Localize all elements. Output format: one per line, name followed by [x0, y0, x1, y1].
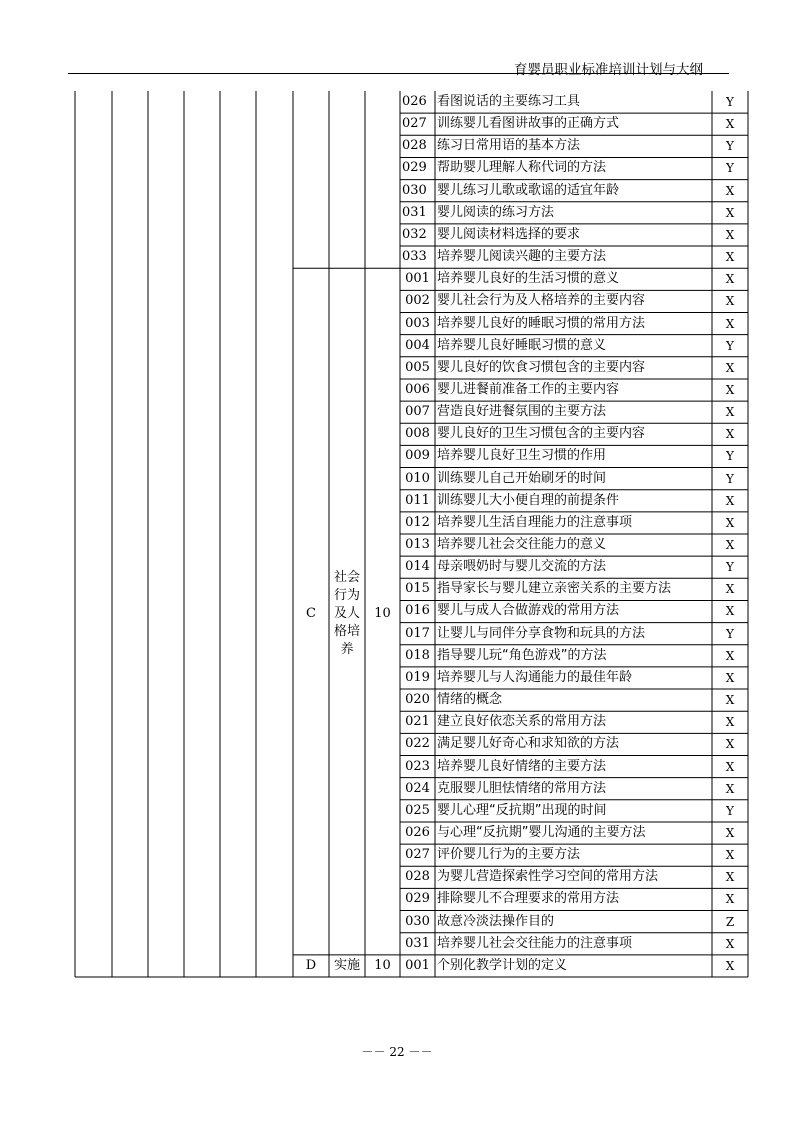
- row-description: 母亲喂奶时与婴儿交流的方法: [437, 559, 607, 575]
- row-flag: X: [725, 427, 735, 442]
- row-description: 排除婴儿不合理要求的常用方法: [437, 891, 620, 907]
- row-code: 002: [405, 293, 430, 309]
- row-code: 012: [405, 514, 430, 530]
- row-description: 情绪的概念: [437, 692, 503, 708]
- row-code: 031: [405, 935, 430, 951]
- row-flag: X: [725, 382, 735, 397]
- section-c-letter: C: [306, 605, 316, 621]
- row-description: 满足婴儿好奇心和求知欲的方法: [437, 736, 620, 752]
- row-code: 020: [405, 692, 430, 708]
- row-code: 033: [402, 249, 427, 265]
- section-c-title-line: 养: [340, 641, 354, 657]
- row-description: 培养婴儿社会交往能力的意义: [437, 537, 607, 552]
- section-c-title-line: 格培: [333, 623, 360, 639]
- row-code: 032: [402, 226, 427, 242]
- row-flag: Y: [726, 803, 734, 818]
- row-description: 指导婴儿玩“角色游戏”的方法: [437, 647, 607, 663]
- row-flag: X: [725, 493, 735, 508]
- row-flag: X: [725, 892, 735, 907]
- row-code: 005: [405, 359, 430, 375]
- row-flag: X: [725, 870, 735, 885]
- row-flag: X: [725, 693, 735, 708]
- row-code: 026: [402, 94, 427, 109]
- row-flag: Y: [726, 139, 734, 154]
- row-code: 023: [405, 758, 430, 774]
- row-code: 008: [405, 426, 430, 442]
- row-flag: X: [725, 582, 735, 597]
- row-code: 022: [405, 736, 430, 752]
- row-description: 婴儿良好的饮食习惯包含的主要内容: [437, 359, 646, 375]
- row-flag: X: [725, 205, 735, 220]
- row-description: 培养婴儿与人沟通能力的最佳年龄: [437, 669, 633, 685]
- row-description: 婴儿练习儿歌或歌谣的适宜年龄: [437, 182, 620, 198]
- row-description: 为婴儿营造探索性学习空间的常用方法: [437, 869, 659, 885]
- row-description: 培养婴儿良好情绪的主要方法: [437, 758, 607, 774]
- row-code: 030: [405, 913, 430, 929]
- row-flag: X: [725, 936, 735, 951]
- row-code: 031: [402, 204, 427, 220]
- section-c-title-line: 社会: [333, 569, 360, 585]
- row-flag: Y: [726, 626, 734, 641]
- page-number: －－ 22 －－: [361, 1045, 433, 1059]
- row-description: 指导家长与婴儿建立亲密关系的主要方法: [437, 581, 672, 597]
- row-description: 培养婴儿阅读兴趣的主要方法: [437, 249, 607, 265]
- row-description: 克服婴儿胆怯情绪的常用方法: [437, 780, 607, 796]
- row-description: 让婴儿与同伴分享食物和玩具的方法: [437, 625, 646, 641]
- row-flag: X: [725, 272, 735, 287]
- row-code: 001: [405, 957, 430, 973]
- row-flag: Y: [726, 161, 734, 176]
- section-c-title-line: 行为: [333, 587, 360, 603]
- row-description: 故意冷淡法操作目的: [437, 913, 555, 929]
- row-description: 练习日常用语的基本方法: [437, 138, 581, 154]
- row-code: 024: [405, 780, 430, 796]
- section-d-hours: 10: [374, 957, 391, 973]
- row-code: 011: [405, 492, 430, 508]
- row-code: 030: [402, 182, 427, 198]
- row-flag: X: [725, 294, 735, 309]
- row-code: 027: [402, 116, 427, 132]
- header-title: 育婴员职业标准培训计划与大纲: [514, 62, 703, 78]
- row-description: 培养婴儿社会交往能力的注意事项: [437, 935, 633, 951]
- row-description: 婴儿进餐前准备工作的主要内容: [437, 381, 620, 397]
- row-flag: X: [725, 316, 735, 331]
- row-description: 评价婴儿行为的主要方法: [437, 847, 581, 863]
- row-description: 个别化教学计划的定义: [437, 957, 568, 973]
- row-flag: X: [725, 405, 735, 420]
- row-description: 训练婴儿大小便自理的前提条件: [437, 492, 620, 508]
- row-description: 培养婴儿良好睡眠习惯的意义: [437, 337, 607, 353]
- row-code: 029: [402, 160, 427, 176]
- row-description: 婴儿与成人合做游戏的常用方法: [437, 603, 620, 619]
- row-description: 婴儿良好的卫生习惯包含的主要内容: [437, 426, 646, 442]
- row-flag: X: [725, 117, 735, 132]
- row-flag: X: [725, 759, 735, 774]
- row-flag: Z: [725, 914, 735, 929]
- row-code: 028: [402, 138, 427, 154]
- row-flag: Y: [726, 449, 734, 464]
- section-c-title: [329, 569, 365, 659]
- row-description: 培养婴儿良好的睡眠习惯的常用方法: [437, 315, 646, 331]
- row-flag: X: [725, 360, 735, 375]
- row-description: 婴儿社会行为及人格培养的主要内容: [437, 293, 646, 309]
- row-description: 训练婴儿看图讲故事的正确方式: [437, 116, 620, 132]
- row-code: 019: [405, 669, 430, 685]
- row-code: 015: [405, 581, 430, 597]
- row-flag: X: [725, 515, 735, 530]
- row-description: 培养婴儿生活自理能力的注意事项: [437, 514, 633, 530]
- row-flag: X: [725, 538, 735, 552]
- row-description: 训练婴儿自己开始刷牙的时间: [437, 470, 607, 486]
- row-flag: X: [725, 648, 735, 663]
- row-flag: X: [725, 227, 735, 242]
- row-code: 003: [405, 315, 430, 331]
- row-code: 001: [405, 271, 430, 287]
- row-flag: X: [725, 670, 735, 685]
- section-d-letter: D: [305, 957, 317, 973]
- row-code: 006: [405, 381, 430, 397]
- row-flag: X: [725, 825, 735, 840]
- row-flag: X: [725, 737, 735, 752]
- row-code: 014: [405, 559, 430, 575]
- row-description: 帮助婴儿理解人称代词的方法: [437, 160, 607, 176]
- row-description: 营造良好进餐氛围的主要方法: [437, 404, 607, 420]
- row-flag: Y: [726, 471, 734, 486]
- row-code: 017: [405, 625, 430, 641]
- row-code: 027: [405, 847, 430, 863]
- row-flag: X: [725, 958, 735, 973]
- row-description: 培养婴儿良好卫生习惯的作用: [437, 448, 607, 464]
- section-d-title: 实施: [333, 957, 360, 973]
- row-code: 004: [405, 337, 430, 353]
- row-flag: X: [725, 781, 735, 796]
- row-code: 021: [405, 714, 430, 730]
- row-code: 029: [405, 891, 430, 907]
- row-flag: Y: [726, 560, 734, 575]
- row-flag: X: [725, 183, 735, 198]
- section-c-hours: 10: [374, 605, 391, 621]
- row-code: 018: [405, 647, 430, 663]
- row-description: 看图说话的主要练习工具: [437, 94, 581, 109]
- row-code: 016: [405, 603, 430, 619]
- row-code: 010: [405, 470, 430, 486]
- row-description: 婴儿阅读材料选择的要求: [437, 226, 581, 242]
- row-description: 培养婴儿良好的生活习惯的意义: [437, 271, 620, 287]
- row-flag: X: [725, 604, 735, 619]
- row-description: 婴儿阅读的练习方法: [437, 204, 555, 220]
- row-description: 与心理“反抗期”婴儿沟通的主要方法: [437, 824, 646, 840]
- row-flag: X: [725, 848, 735, 863]
- row-description: 建立良好依恋关系的常用方法: [437, 714, 607, 730]
- row-flag: Y: [726, 338, 734, 353]
- row-code: 028: [405, 869, 430, 885]
- row-flag: X: [725, 250, 735, 265]
- row-flag: X: [725, 715, 735, 730]
- row-code: 013: [405, 537, 430, 552]
- row-code: 026: [405, 824, 430, 840]
- row-code: 007: [405, 404, 430, 420]
- row-flag: Y: [726, 95, 734, 109]
- row-description: 婴儿心理“反抗期”出现的时间: [437, 802, 607, 818]
- section-c-title-line: 及人: [333, 605, 360, 621]
- row-code: 025: [405, 802, 430, 818]
- row-code: 009: [405, 448, 430, 464]
